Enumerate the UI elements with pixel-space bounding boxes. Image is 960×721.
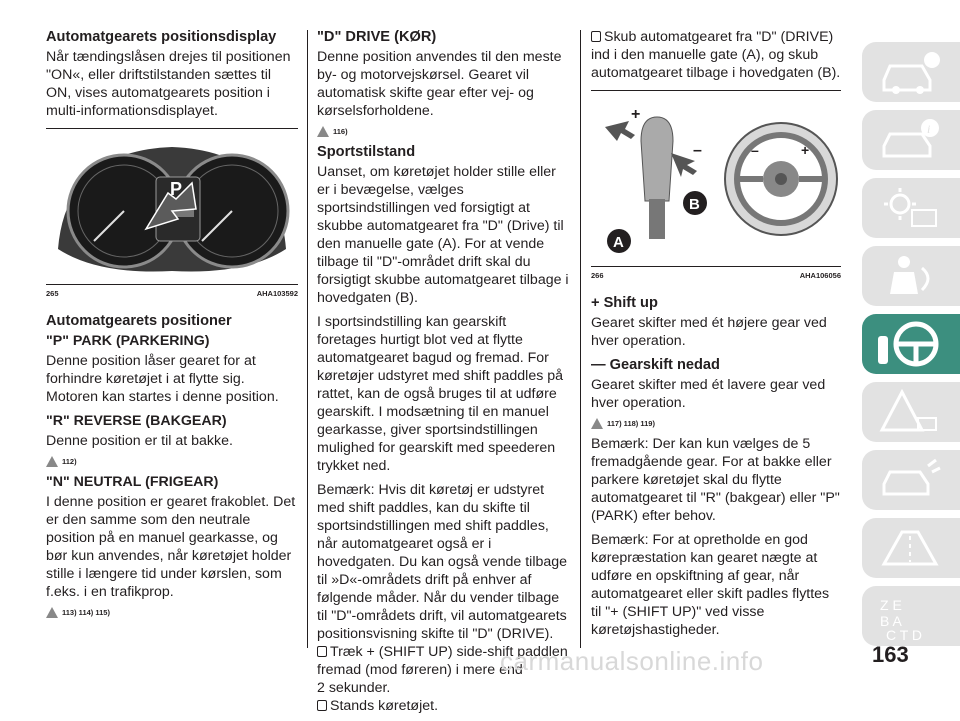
tab-index[interactable] xyxy=(862,586,960,646)
page-number: 163 xyxy=(872,642,909,667)
figure-266 xyxy=(591,90,841,267)
para-shift-up: Gearet skifter med ét højere gear ved hver operation. xyxy=(591,315,827,349)
bullet-continuation: fremad (mod føreren) i mere end xyxy=(317,662,523,678)
label-plus: + xyxy=(631,106,641,123)
column-2 xyxy=(317,28,569,721)
car-tools-icon xyxy=(878,456,942,504)
warning-ref-reverse: 112) xyxy=(46,456,298,467)
figure-265 xyxy=(46,128,298,285)
para-sport-1: Uanset, om køretøjet holder stille eller er i bevægelse, vælges sportsindstillingen ved forsigtigt at skubbe automatgearet fra "D" (Drive) til den manuelle gate (A). For at vende tilbage til "D"-området drift skal du forsigtigt skubbe automatgearet tilbage i hovedgaten (B). xyxy=(317,164,569,306)
heading-drive: "D" DRIVE (KØR) xyxy=(317,29,437,45)
warning-ref-down: 117) 118) 119) xyxy=(591,418,841,429)
wheel-minus: – xyxy=(751,142,759,158)
figure-caption-266 xyxy=(591,271,841,280)
bullet-icon xyxy=(317,700,327,711)
index-icon xyxy=(878,592,942,642)
road-icon xyxy=(878,524,942,572)
tab-starting-driving[interactable] xyxy=(862,314,960,374)
svg-text:B A: B A xyxy=(880,613,902,629)
bullet-item: Stands køretøjet. xyxy=(317,697,569,715)
para-neutral: I denne position er gearet frakoblet. Det er den samme som den neutrale position på en manuel gearkasse, og bør kun anvendes, når køretøjet holder stille i længere tid under kørslen, som f.eks. i en trafikprop. xyxy=(46,494,296,600)
heading-reverse: "R" REVERSE (BAKGEAR) xyxy=(46,413,227,429)
column-divider xyxy=(580,30,581,648)
warning-ref-drive: 116) xyxy=(317,126,569,137)
heading-display: Automatgearets positionsdisplay xyxy=(46,29,277,45)
bullet-item: Skub automatgearet fra "D" (DRIVE) ind i den manuelle gate (A), og skub automatgearet tilbage i hovedgaten (B). xyxy=(591,29,841,81)
figure-caption-265 xyxy=(46,289,298,298)
para-reverse: Denne position er til at bakke. xyxy=(46,433,233,449)
safety-icon xyxy=(878,252,942,300)
para-note-1: Bemærk: Der kan kun vælges de 5 fremadgående gear. For at bakke eller parkere køretøjet skal du flytte automatgearet til "R" (bakgear) eller "P" (PARK) efter behov. xyxy=(591,436,840,524)
figure-number: 265 xyxy=(46,289,59,298)
column-3 xyxy=(591,28,841,645)
label-b: B xyxy=(689,196,700,213)
tab-lights[interactable] xyxy=(862,178,960,238)
wheel-plus: + xyxy=(801,142,810,158)
warning-icon xyxy=(46,456,58,467)
figure-code: AHA103592 xyxy=(256,289,298,298)
heading-shift-up: + Shift up xyxy=(591,295,658,311)
para-display: Når tændingslåsen drejes til positionen "ON«, eller driftstilstanden sættes til ON, vises automatgearets position i multi-informationsdisplayet. xyxy=(46,49,291,119)
gauge-letter-p: P xyxy=(170,179,183,199)
tab-safety[interactable] xyxy=(862,246,960,306)
lights-icon xyxy=(878,184,942,232)
svg-text:C T D: C T D xyxy=(886,627,923,642)
warning-ref-neutral: 113) 114) 115) xyxy=(46,607,298,618)
instrument-cluster-image xyxy=(46,129,298,279)
column-1 xyxy=(46,28,298,624)
dashboard-info-icon xyxy=(878,116,942,164)
figure-code: AHA106056 xyxy=(799,271,841,280)
car-info-icon xyxy=(878,48,942,96)
tab-car-info[interactable] xyxy=(862,42,960,102)
chapter-sidebar xyxy=(862,42,960,654)
bullet-icon xyxy=(317,646,327,657)
heading-sport: Sportstilstand xyxy=(317,144,416,160)
para-note-2: Bemærk: For at opretholde en god kørepræstation kan gearet nægte at udføre en opskiftning af gear, når automatgearet eller skift padles flyttes til "+ (SHIFT UP)" ved visse køretøjshastigheder. xyxy=(591,532,830,638)
watermark: carmanualsonline.info xyxy=(500,646,764,676)
column-divider xyxy=(307,30,308,648)
tab-dashboard-info[interactable] xyxy=(862,110,960,170)
para-sport-2: I sportsindstilling kan gearskift foretages hurtigt blot ved at flytte automatgearet bagud og fremad. For køretøjer udstyret med shift paddles på rattet, kan de også bruges til at udføre gearskift. I modsætning til en manuel gearkasse, giver sportsindstillingen mulighed for gearskift med speederen trykket ned. xyxy=(317,314,564,474)
warning-icon xyxy=(317,126,329,137)
heading-shift-down: — Gearskift nedad xyxy=(591,357,720,373)
bullet-icon xyxy=(591,31,601,42)
heading-park: "P" PARK (PARKERING) xyxy=(46,333,210,349)
warning-icon xyxy=(46,607,58,618)
tab-warning[interactable] xyxy=(862,382,960,442)
tab-maintenance[interactable] xyxy=(862,450,960,510)
para-park: Denne position låser gearet for at forhindre køretøjet i at flytte sig. Motoren kan startes i denne position. xyxy=(46,353,279,405)
gear-lever-steering-image xyxy=(591,91,841,261)
tab-technical[interactable] xyxy=(862,518,960,578)
para-note: Bemærk: Hvis dit køretøj er udstyret med shift paddles, kan du skifte til sportsindstillingen med shift paddles, når automatgearet også er i hovedgaten. Du kan også vende tilbage til »D«-områdets drift på enhver af følgende måder. Når du vender tilbage til "D"-områdets drift, vil automatgearets positionsvisning skifte til "D" (DRIVE). xyxy=(317,482,568,642)
para-shift-down: Gearet skifter med ét lavere gear ved hver operation. xyxy=(591,377,826,411)
label-minus: – xyxy=(693,142,702,159)
svg-text:i: i xyxy=(927,122,931,136)
steering-key-icon xyxy=(878,320,948,370)
warning-icon xyxy=(591,418,603,429)
svg-text:Z E: Z E xyxy=(880,597,902,613)
heading-neutral: "N" NEUTRAL (FRIGEAR) xyxy=(46,474,219,490)
bullet-continuation: 2 sekunder. xyxy=(317,680,391,696)
warning-triangle-icon xyxy=(878,388,942,436)
para-drive: Denne position anvendes til den meste by- og motorvejskørsel. Gearet vil automatisk skifte gear efter vej- og kørselsforholdene. xyxy=(317,49,562,119)
heading-positions: Automatgearets positioner xyxy=(46,313,232,329)
figure-number: 266 xyxy=(591,271,604,280)
label-a: A xyxy=(613,234,624,251)
bullet-item: Træk + (SHIFT UP) side-shift paddlen xyxy=(317,643,569,661)
